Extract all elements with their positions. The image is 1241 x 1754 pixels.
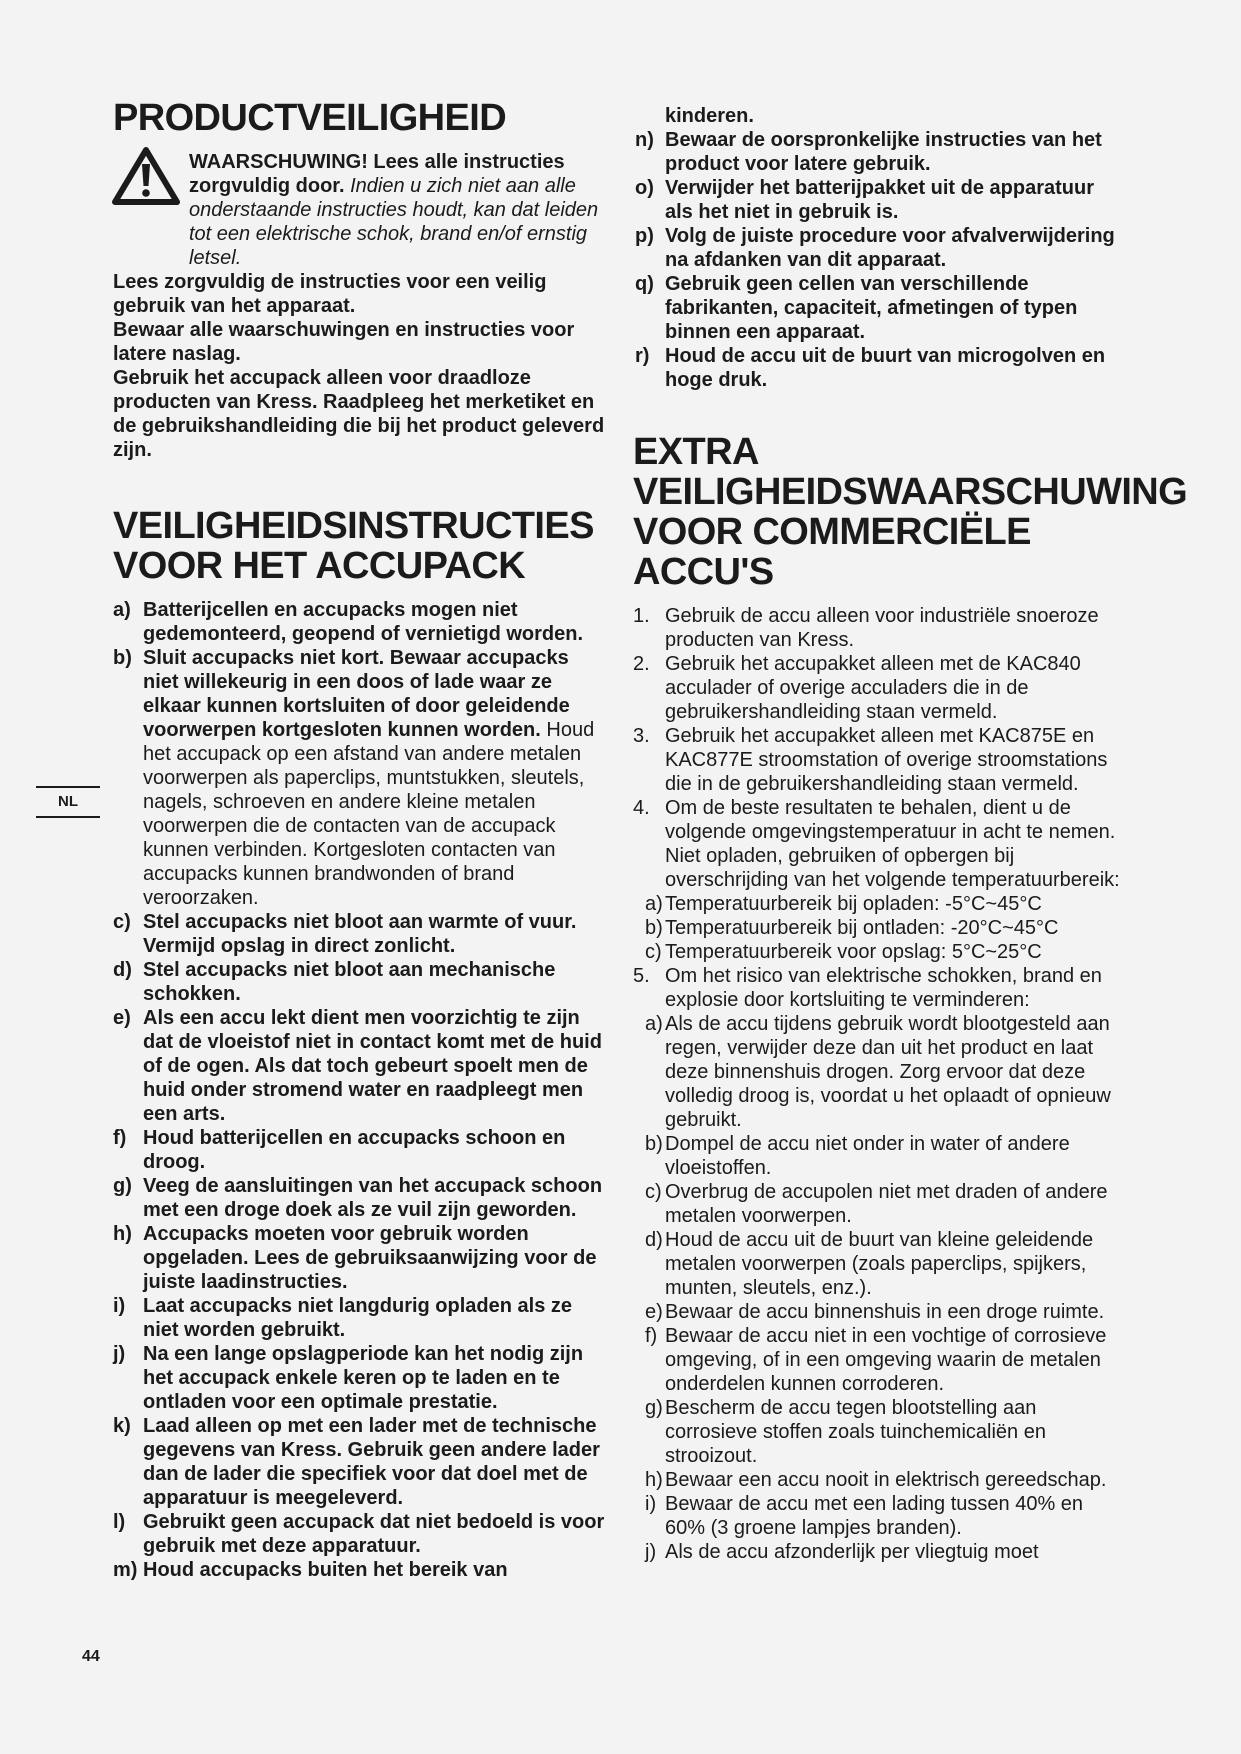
warning-text: Indien u zich niet aan alle onderstaande instructies houdt, kan dat leiden tot een elektrische schok, brand en/of ernstig letsel. <box>189 175 599 269</box>
list-item: h) Accupacks moeten voor gebruik worden opgeladen. Lees de gebruiksaanwijzing voor de juiste laadinstructies. <box>113 1223 597 1293</box>
page-number: 44 <box>82 1648 100 1665</box>
list-item: a) Batterijcellen en accupacks mogen niet gedemonteerd, geopend of vernietigd worden. <box>113 599 584 645</box>
sub-item: e) Bewaar de accu binnenshuis in een droge ruimte. <box>645 1301 1105 1323</box>
battery-instructions-list-continued <box>633 128 1125 392</box>
list-item: p) Volg de juiste procedure voor afvalverwijdering na afdanken van dit apparaat. <box>635 225 1115 271</box>
sub-item: b) Temperatuurbereik bij ontladen: -20°C~45°C <box>645 917 1059 939</box>
list-item: e) Als een accu lekt dient men voorzichtig te zijn dat de vloeistof niet in contact komt met de huid of de ogen. Als dat toch gebeurt spoelt men de huid onder stromend water en raadpleegt men een arts. <box>113 1007 602 1125</box>
section-title-productveiligheid: PRODUCTVEILIGHEID <box>113 97 507 139</box>
section-title-line: VEILIGHEIDSWAARSCHUWING <box>633 471 1188 513</box>
sub-item: j) Als de accu afzonderlijk per vliegtuig moet <box>645 1541 1039 1563</box>
list-item: q) Gebruik geen cellen van verschillende fabrikanten, capaciteit, afmetingen of typen binnen een apparaat. <box>635 273 1078 343</box>
numbered-item: 1. Gebruik de accu alleen voor industriële snoeroze producten van Kress. <box>633 605 1099 651</box>
list-item: g) Veeg de aansluitingen van het accupack schoon met een droge doek als ze vuil zijn geworden. <box>113 1175 603 1221</box>
section-title-extra <box>633 431 1188 593</box>
section-title-veiligheidsinstructies: VEILIGHEIDSINSTRUCTIES VOOR HET ACCUPACK <box>113 505 594 587</box>
sub-item: d) Houd de accu uit de buurt van kleine geleidende metalen voorwerpen (zoals paperclips, spijkers, munten, sleutels, enz.). <box>645 1229 1094 1299</box>
language-tab-label: NL <box>58 793 78 810</box>
sub-item: b) Dompel de accu niet onder in water of andere vloeistoffen. <box>645 1133 1070 1179</box>
sub-item: f) Bewaar de accu niet in een vochtige of corrosieve omgeving, of in een omgeving waarin de metalen onderdelen kunnen corroderen. <box>645 1325 1107 1395</box>
sub-item: i) Bewaar de accu met een lading tussen 40% en 60% (3 groene lampjes branden). <box>645 1493 1084 1539</box>
list-item: r) Houd de accu uit de buurt van microgolven en hoge druk. <box>635 345 1106 391</box>
sub-item: a) Temperatuurbereik bij opladen: -5°C~45°C <box>645 893 1042 915</box>
list-item: f) Houd batterijcellen en accupacks schoon en droog. <box>113 1127 566 1173</box>
numbered-item: 4. Om de beste resultaten te behalen, dient u de volgende omgevingstemperatuur in acht te nemen. Niet opladen, gebruiken of opbergen bij overschrijding van het volgende temperatuurbereik: <box>633 797 1120 891</box>
list-item: b) Sluit accupacks niet kort. Bewaar accupacks niet willekeurig in een doos of lade waar ze elkaar kunnen kortsluiten of door geleidende voorwerpen kortgesloten kunnen worden. Houd het accupack op een afstand van andere metalen voorwerpen als paperclips, muntstukken, sleutels, nagels, schroeven en andere kleine metalen voorwerpen die de contacten van de accupack kunnen verbinden. Kortgesloten contacten van accupacks kunnen brandwonden of brand veroorzaken. <box>113 647 595 909</box>
left-column <box>113 98 609 1582</box>
section-title-line: EXTRA <box>633 431 759 473</box>
section-title-line: VOOR COMMERCIËLE ACCU'S <box>633 511 1031 593</box>
intro-paragraph-3: Gebruik het accupack alleen voor draadloze producten van Kress. Raadpleeg het merketiket en de gebruikshandleiding die bij het product geleverd zijn. <box>113 367 605 461</box>
intro-paragraph-2: Bewaar alle waarschuwingen en instructies voor latere naslag. <box>113 319 575 365</box>
list-item: n) Bewaar de oorspronkelijke instructies van het product voor latere gebruik. <box>635 129 1102 175</box>
sub-item: c) Overbrug de accupolen niet met draden of andere metalen voorwerpen. <box>645 1181 1108 1227</box>
battery-instructions-list <box>113 598 609 1582</box>
sub-item: h) Bewaar een accu nooit in elektrisch gereedschap. <box>645 1469 1107 1491</box>
numbered-item: 3. Gebruik het accupakket alleen met KAC875E en KAC877E stroomstation of overige stroomstations die in de gebruikershandleiding staan vermeld. <box>633 725 1108 795</box>
list-item: k) Laad alleen op met een lader met de technische gegevens van Kress. Gebruik geen andere lader dan de lader die specifiek voor dat doel met de apparatuur is meegeleverd. <box>113 1415 600 1509</box>
continuation-text: kinderen. <box>665 105 754 127</box>
list-item: l) Gebruikt geen accupack dat niet bedoeld is voor gebruik met deze apparatuur. <box>113 1511 605 1557</box>
numbered-item: 2. Gebruik het accupakket alleen met de KAC840 acculader of overige acculaders die in de gebruikershandleiding staan vermeld. <box>633 653 1081 723</box>
intro-paragraph-1: Lees zorgvuldig de instructies voor een veilig gebruik van het apparaat. <box>113 271 547 317</box>
right-column <box>633 104 1188 1564</box>
sub-item: g) Bescherm de accu tegen blootstelling aan corrosieve stoffen zoals tuinchemicaliën en strooizout. <box>645 1397 1046 1467</box>
warning-lead: WAARSCHUWING! Lees alle instructies zorgvuldig door. <box>189 151 565 197</box>
warning-block <box>113 144 609 270</box>
language-tab <box>36 786 100 818</box>
divider <box>36 816 100 818</box>
warning-triangle-icon <box>111 146 181 206</box>
list-item: c) Stel accupacks niet bloot aan warmte of vuur. Vermijd opslag in direct zonlicht. <box>113 911 577 957</box>
numbered-item: 5. Om het risico van elektrische schokken, brand en explosie door kortsluiting te verminderen: <box>633 965 1102 1011</box>
sub-item: c) Temperatuurbereik voor opslag: 5°C~25°C <box>645 941 1042 963</box>
list-item: i) Laat accupacks niet langdurig opladen als ze niet worden gebruikt. <box>113 1295 573 1341</box>
sub-item: a) Als de accu tijdens gebruik wordt blootgesteld aan regen, verwijder deze dan uit het product en laat deze binnenshuis drogen. Zorg ervoor dat deze volledig droog is, voordat u het oplaadt of opnieuw gebruikt. <box>645 1013 1111 1131</box>
commercial-battery-list <box>633 604 1125 1564</box>
list-item: d) Stel accupacks niet bloot aan mechanische schokken. <box>113 959 556 1005</box>
list-item: j) Na een lange opslagperiode kan het nodig zijn het accupack enkele keren op te laden en te ontladen voor een optimale prestatie. <box>113 1343 584 1413</box>
list-item: m) Houd accupacks buiten het bereik van <box>113 1559 508 1581</box>
list-item: o) Verwijder het batterijpakket uit de apparatuur als het niet in gebruik is. <box>635 177 1095 223</box>
